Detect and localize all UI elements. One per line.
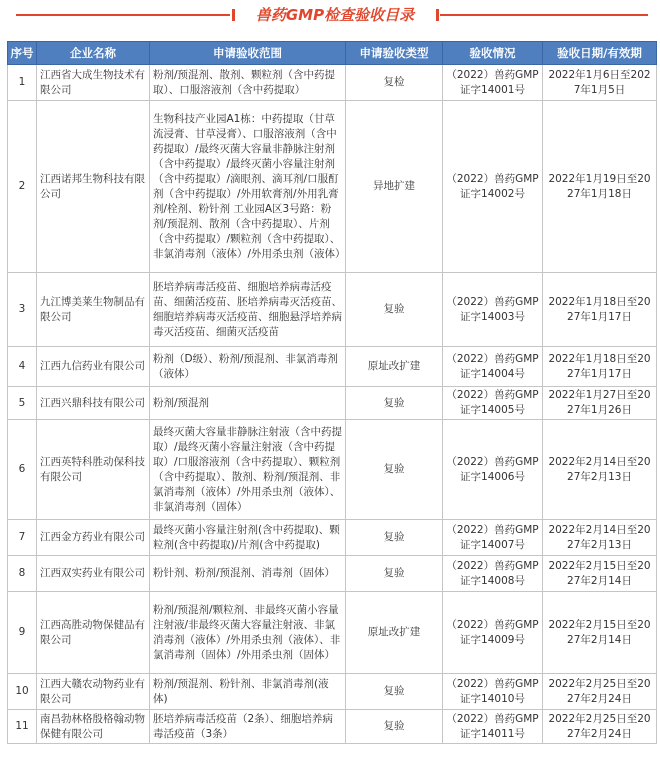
cell-index: 8 [8,556,37,592]
cell-type: 原址改扩建 [346,592,443,674]
cell-company: 南昌勃林格殷格翰动物保健有限公司 [37,710,150,744]
cell-cert: （2022）兽药GMP证字14007号 [443,520,543,556]
cell-company: 江西兴鼎科技有限公司 [37,387,150,420]
cell-date: 2022年2月15日至2027年2月14日 [543,592,657,674]
cell-index: 7 [8,520,37,556]
cell-company: 江西金方药业有限公司 [37,520,150,556]
cell-type: 复验 [346,556,443,592]
table-row [8,347,657,387]
cell-company: 江西英特科胜动保科技有限公司 [37,420,150,520]
cell-type: 原址改扩建 [346,347,443,387]
cell-type: 复验 [346,520,443,556]
cell-index: 2 [8,101,37,273]
cell-scope: 生物科技产业园A1栋：中药提取（甘草流浸膏、甘草浸膏）、口服溶液剂（含中药提取）/最终灭菌大容量非静脉注射剂（含中药提取）/最终灭菌小容量注射剂（含中药提取）/滴眼剂、滴耳剂/口服酊剂（含中药提取）/外用软膏剂/外用乳膏剂/栓剂、粉针剂 工业园A区3号路：粉剂/预混剂、散剂（含中药提取）、片剂（含中药提取）/颗粒剂（含中药提取）、非氯消毒剂（液体）/外用杀虫剂（液体） [150,101,346,273]
cell-scope: 粉剂/预混剂、粉针剂、非氯消毒剂(液体) [150,674,346,710]
table-row [8,420,657,520]
cell-date: 2022年2月14日至2027年2月13日 [543,520,657,556]
title-box [238,3,432,27]
cell-date: 2022年1月27日至2027年1月26日 [543,387,657,420]
cell-type: 复验 [346,420,443,520]
cell-cert: （2022）兽药GMP证字14006号 [443,420,543,520]
cell-scope: 粉剂/预混剂/颗粒剂、非最终灭菌小容量注射液/非最终灭菌大容量注射液、非氯消毒剂（液体）/外用杀虫剂（液体）、非氯消毒剂（固体）/外用杀虫剂（固体） [150,592,346,674]
cell-cert: （2022）兽药GMP证字14008号 [443,556,543,592]
cell-date: 2022年2月25日至2027年2月24日 [543,674,657,710]
cell-index: 11 [8,710,37,744]
cell-scope: 粉针剂、粉剂/预混剂、消毒剂（固体） [150,556,346,592]
cell-type: 异地扩建 [346,101,443,273]
table-row [8,592,657,674]
cell-type: 复验 [346,674,443,710]
header-date: 验收日期/有效期 [543,42,657,65]
cell-cert: （2022）兽药GMP证字14004号 [443,347,543,387]
table-row [8,65,657,101]
cell-index: 10 [8,674,37,710]
table-row [8,556,657,592]
cell-date: 2022年1月6日至2027年1月5日 [543,65,657,101]
cell-cert: （2022）兽药GMP证字14010号 [443,674,543,710]
cell-cert: （2022）兽药GMP证字14009号 [443,592,543,674]
cell-scope: 粉剂（D级）、粉剂/预混剂、非氯消毒剂（液体） [150,347,346,387]
cell-company: 江西九信药业有限公司 [37,347,150,387]
cell-index: 3 [8,273,37,347]
table-row [8,674,657,710]
cell-index: 1 [8,65,37,101]
table-row [8,387,657,420]
title-divider-right [440,14,648,16]
cell-type: 复验 [346,710,443,744]
title-tick-left [232,9,235,21]
cell-index: 5 [8,387,37,420]
cell-cert: （2022）兽药GMP证字14011号 [443,710,543,744]
header-status: 验收情况 [443,42,543,65]
cell-company: 九江博美莱生物制品有限公司 [37,273,150,347]
cell-company: 江西高胜动物保健品有限公司 [37,592,150,674]
table-row [8,273,657,347]
cell-scope: 粉剂/预混剂 [150,387,346,420]
header-type: 申请验收类型 [346,42,443,65]
page-title: 兽药GMP检查验收目录 [255,6,415,24]
cell-scope: 最终灭菌小容量注射剂(含中药提取)、颗粒剂(含中药提取)/片剂(含中药提取) [150,520,346,556]
cell-cert: （2022）兽药GMP证字14001号 [443,65,543,101]
cell-company: 江西诺邦生物科技有限公司 [37,101,150,273]
cell-scope: 最终灭菌大容量非静脉注射液（含中药提取）/最终灭菌小容量注射液（含中药提取）/口服溶液剂（含中药提取）、颗粒剂（含中药提取）、散剂、粉剂/预混剂、非氯消毒剂（液体）/外用杀虫剂（液体）、非氯消毒剂（固体） [150,420,346,520]
cell-index: 6 [8,420,37,520]
cell-date: 2022年1月18日至2027年1月17日 [543,273,657,347]
cell-scope: 胚培养病毒活疫苗、细胞培养病毒活疫苗、细菌活疫苗、胚培养病毒灭活疫苗、细胞培养病毒灭活疫苗、细胞悬浮培养病毒灭活疫苗、细菌灭活疫苗 [150,273,346,347]
cell-scope: 粉剂/预混剂、散剂、颗粒剂（含中药提取）、口服溶液剂（含中药提取） [150,65,346,101]
section-title-bar [0,0,660,34]
cell-cert: （2022）兽药GMP证字14005号 [443,387,543,420]
cell-type: 复检 [346,65,443,101]
cell-date: 2022年2月14日至2027年2月13日 [543,420,657,520]
cell-date: 2022年2月25日至2027年2月24日 [543,710,657,744]
title-divider-left [16,14,230,16]
title-tick-right [436,9,439,21]
cell-company: 江西双实药业有限公司 [37,556,150,592]
cell-date: 2022年1月19日至2027年1月18日 [543,101,657,273]
cell-index: 9 [8,592,37,674]
table-row [8,710,657,744]
cell-company: 江西省大成生物技术有限公司 [37,65,150,101]
header-company: 企业名称 [37,42,150,65]
cell-type: 复验 [346,273,443,347]
cell-date: 2022年2月15日至2027年2月14日 [543,556,657,592]
cell-index: 4 [8,347,37,387]
table-row [8,101,657,273]
cell-cert: （2022）兽药GMP证字14003号 [443,273,543,347]
header-index: 序号 [8,42,37,65]
cell-scope: 胚培养病毒活疫苗（2条）、细胞培养病毒活疫苗（3条） [150,710,346,744]
table-header-row [8,42,657,65]
cell-cert: （2022）兽药GMP证字14002号 [443,101,543,273]
table-row [8,520,657,556]
header-scope: 申请验收范围 [150,42,346,65]
cell-company: 江西大赣农动物药业有限公司 [37,674,150,710]
gmp-table [7,41,657,744]
cell-date: 2022年1月18日至2027年1月17日 [543,347,657,387]
cell-type: 复验 [346,387,443,420]
